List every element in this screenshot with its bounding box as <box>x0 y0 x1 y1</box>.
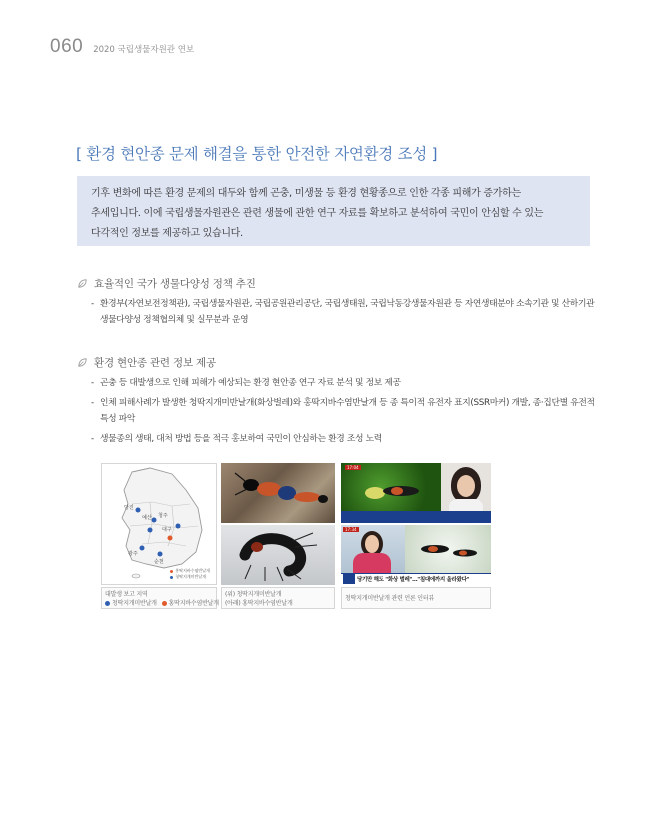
beetle-photo-top <box>221 463 335 523</box>
korea-distribution-map <box>101 463 217 585</box>
page-header <box>50 36 194 56</box>
interviewee-photo <box>441 463 491 511</box>
subsection-heading-text: 효율적인 국가 생물다양성 정책 추진 <box>94 278 256 290</box>
beetle-photo-bottom <box>221 525 335 585</box>
policy-bullet-list <box>91 296 596 332</box>
page-number: 060 <box>50 36 84 57</box>
beetle-image <box>361 475 431 505</box>
list-item: - 생물종의 생태, 대처 방법 등을 적극 홍보하여 국민이 안심하는 환경 조성 노력 <box>91 434 382 444</box>
news-headline: 당기만 해도 "화상 벌레"…"침대에까지 올라왔다" <box>357 577 470 583</box>
map-city-label: 청주 <box>158 513 168 519</box>
intro-line-2: 추세입니다. 이에 국립생물자원관은 관련 생물에 관한 연구 자료를 확보하고 분석하여 국민이 안심할 수 있는 <box>91 208 544 219</box>
subsection-heading-policy <box>77 276 256 291</box>
list-item: - 곤충 등 대발생으로 인해 피해가 예상되는 환경 현안종 연구 자료 분석 및 정보 제공 <box>91 378 401 388</box>
map-city-label: 당진 <box>124 505 134 511</box>
beetle-caption: (위) 청딱지개미반날개 (아래) 홍딱지바수염반날개 <box>225 591 293 607</box>
intro-box <box>77 176 590 246</box>
map-city-label: 대구 <box>162 527 172 533</box>
map-caption: 대발생 보고 지역 청딱지개미반날개 홍딱지바수염반날개 <box>105 591 219 607</box>
news-screenshot-bottom <box>341 525 491 585</box>
subsection-heading-text: 환경 현안종 관련 정보 제공 <box>94 357 216 369</box>
map-legend: 홍딱지바수염반날개 청딱지개미반날개 <box>170 568 210 580</box>
beetle-image <box>405 525 491 573</box>
info-bullet-list <box>91 375 596 451</box>
list-item: - 인체 피해사례가 발생한 청딱지개미반날개(화상벌레)와 홍딱지바수염반날개 등 종 특이적 유전자 표지(SSR마커) 개발, 종·집단별 유전적 특성 파악 <box>91 398 595 424</box>
intro-line-1: 기후 변화에 따른 환경 문제의 대두와 함께 곤충, 미생물 등 환경 현황종으로 인한 각종 피해가 증가하는 <box>91 188 521 199</box>
leaf-icon <box>77 278 88 289</box>
intro-line-3: 다각적인 정보를 제공하고 있습니다. <box>91 228 243 239</box>
map-graphic <box>102 464 217 585</box>
map-city-label: 예산 <box>142 515 152 521</box>
map-city-label: 광주 <box>128 551 138 557</box>
section-title: [ 환경 현안종 문제 해결을 통한 안전한 자연환경 조성 ] <box>76 145 438 163</box>
news-screenshot-top <box>341 463 491 523</box>
news-caption: 청딱지개미반날개 관련 언론 인터뷰 <box>345 595 435 602</box>
beetle-image <box>221 463 335 523</box>
leaf-icon <box>77 357 88 368</box>
map-city-label: 순천 <box>154 559 164 565</box>
subsection-heading-info <box>77 355 216 370</box>
header-title: 2020 국립생물자원관 연보 <box>93 45 195 55</box>
list-item: - 환경부(자연보전정책관), 국립생물자원관, 국립공원관리공단, 국립생태원, 국립낙동강생물자원관 등 자연생태분야 소속기관 및 산하기관 생물다양성 정책협의체 및 실무분과 운영 <box>91 299 595 325</box>
beetle-image <box>221 525 335 585</box>
news-time-badge: 17:34 <box>345 527 357 532</box>
news-time-badge: 17:04 <box>347 465 359 470</box>
